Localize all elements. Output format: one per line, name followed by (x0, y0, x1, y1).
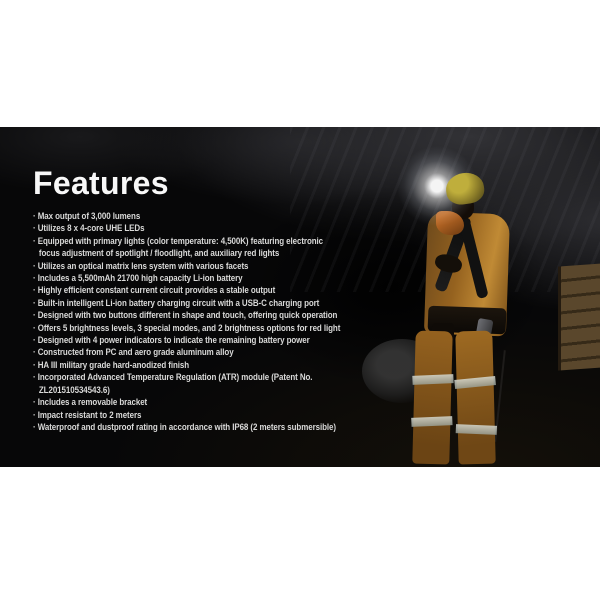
reflective-stripe (411, 416, 452, 427)
reflective-stripe (412, 374, 453, 385)
feature-item: · Utilizes an optical matrix lens system with various facets (33, 261, 345, 273)
feature-item: · Offers 5 brightness levels, 3 special modes, and 2 brightness options for red light (33, 323, 345, 335)
caver-leg (412, 331, 452, 465)
feature-item: · Max output of 3,000 lumens (33, 211, 345, 223)
feature-item: · Waterproof and dustproof rating in accordance with IP68 (2 meters submersible) (33, 422, 345, 434)
promo-banner (0, 127, 600, 467)
feature-item: · Highly efficient constant current circuit provides a stable output (33, 285, 345, 297)
feature-item: · Constructed from PC and aero grade aluminum alloy (33, 347, 345, 359)
feature-item: · Designed with two buttons different in shape and touch, offering quick operation (33, 310, 345, 322)
wooden-crate (558, 263, 600, 370)
reflective-stripe (454, 376, 496, 389)
feature-item: · Utilizes 8 x 4-core UHE LEDs (33, 223, 345, 235)
feature-item: · Designed with 4 power indicators to indicate the remaining battery power (33, 335, 345, 347)
features-list (33, 211, 345, 434)
reflective-stripe (456, 424, 497, 435)
feature-item: · Equipped with primary lights (color temperature: 4,500K) featuring electronic focus adjustment of spotlight / floodlight, and auxiliary red lights (33, 236, 345, 261)
feature-item: · Includes a removable bracket (33, 397, 345, 409)
feature-item: · Impact resistant to 2 meters (33, 410, 345, 422)
page-title: Features (33, 165, 169, 201)
feature-item: · Incorporated Advanced Temperature Regulation (ATR) module (Patent No. ZL201510534543.6) (33, 372, 345, 397)
feature-item: · Includes a 5,500mAh 21700 high capacity Li-ion battery (33, 273, 345, 285)
feature-item: · Built-in intelligent Li-ion battery charging circuit with a USB-C charging port (33, 298, 345, 310)
feature-item: · HA III military grade hard-anodized finish (33, 360, 345, 372)
caver-leg (455, 331, 495, 465)
